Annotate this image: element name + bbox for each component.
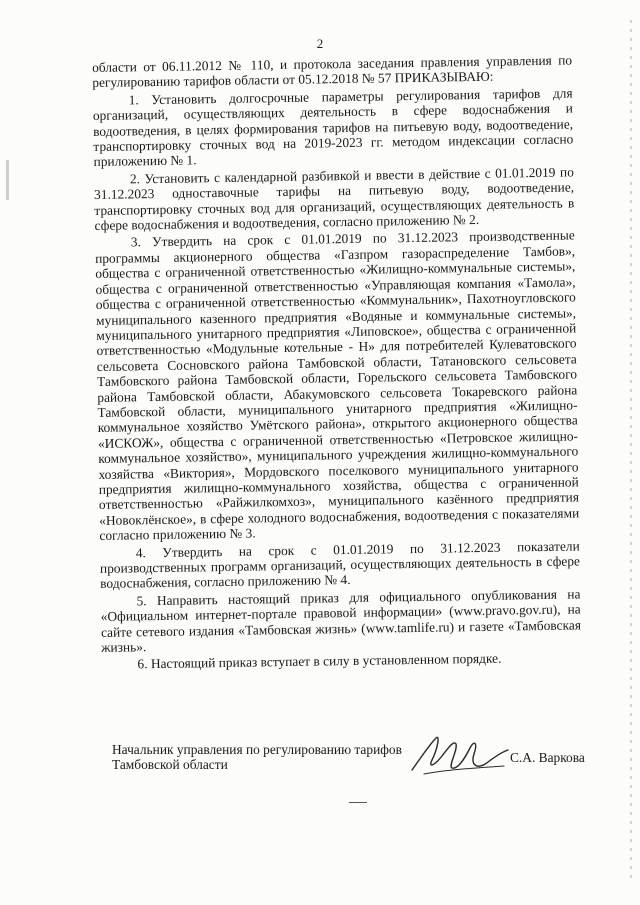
handwritten-signature: [404, 726, 514, 786]
scan-edge-artifact: [630, 20, 632, 880]
order-item-3: 3. Утвердить на срок с 01.01.2019 по 31.12.2023 производственные программы акционерного общества «Газпром газораспределение Тамбов», общества с ограниченной ответственностью «Жилищно-коммунальные системы», общества с ограниченной ответственностью «Управляющая компания «Тамола», общества с ограниченной ответственностью «Коммунальник», Пахотноугловского муниципального казенного предприятия «Водяные и коммунальные системы», муниципального унитарного предприятия «Липовское», общества с ограниченной ответственностью «Модульные котельные - Н» для потребителей Кулеватовского сельсовета Сосновского района Тамбовской области, Татановского сельсовета Тамбовского района Тамбовской области, Горельского сельсовета Тамбовского района Тамбовской области, Абакумовского сельсовета Токаревского района Тамбовской области, муниципального унитарного предприятия «Жилищно-коммунальное хозяйство Умётского района», открытого акционерного общества «ИСКОЖ», общества с ограниченной ответственностью «Петровское жилищно-коммунальное хозяйство», муниципального учреждения жилищно-коммунального хозяйства «Виктория», Мордовского поселкового муниципального унитарного предприятия жилищно-коммунального хозяйства, общества с ограниченной ответственностью «Райжилкомхоз», муниципального казённого предприятия «Новоклёнское», в сфере холодного водоснабжения, водоотведения с показателями согласно приложению № 3.: [94, 227, 580, 544]
page-number: 2: [316, 36, 324, 51]
order-body: [92, 52, 582, 672]
dash-mark: [349, 802, 367, 803]
order-item-2: 2. Установить с календарной разбивкой и ввести в действие с 01.01.2019 по 31.12.2023 одноставочные тарифы на питьевую воду, водоотведение, транспортировку сточных вод для организаций, осуществляющих деятельность в сфере водоснабжения и водоотведения, согласно приложению № 2.: [93, 164, 575, 234]
intro-paragraph: области от 06.11.2012 № 110, и протокола заседания правления управления по регулированию тарифов области от 05.12.2018 № 57 ПРИКАЗЫВАЮ:: [92, 52, 573, 91]
signature-block: [112, 742, 585, 802]
order-item-5: 5. Направить настоящий приказ для официального опубликования на «Официальном интернет-портале правовой информации» (www.pravo.gov.ru), на сайте сетевого издания «Тамбовская жизнь» (www.tamlife.ru) и газете «Тамбовская жизнь».: [100, 586, 582, 655]
order-item-1: 1. Установить долгосрочные параметры регулирования тарифов для организаций, осуществляющих деятельность в сфере водоснабжения и водоотведения, в целях формирования тарифов на питьевую воду, водоотведение, транспортировку сточных вод на 2019-2023 гг. методом индексации согласно приложению № 1.: [92, 85, 574, 170]
scan-mark-artifact: [6, 160, 9, 200]
signatory-position: Начальник управления по регулированию тарифов Тамбовской области: [112, 742, 402, 772]
signatory-name: С.А. Варкова: [510, 750, 585, 765]
order-item-6: 6. Настоящий приказ вступает в силу в установленном порядке.: [137, 651, 502, 672]
order-item-4: 4. Утвердить на срок с 01.01.2019 по 31.12.2023 показатели производственных программ организаций, осуществляющих деятельность в сфере водоснабжения, согласно приложению № 4.: [99, 537, 581, 592]
